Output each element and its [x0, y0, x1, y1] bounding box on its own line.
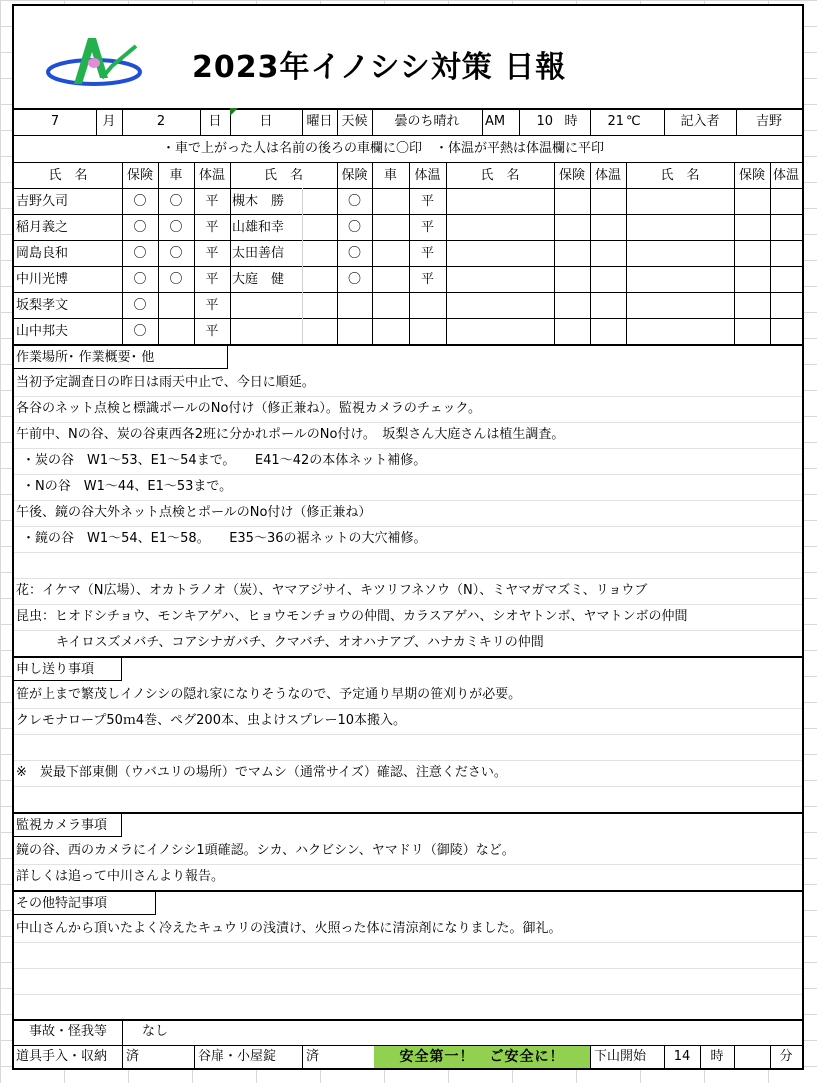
descent-minute-label: 分	[779, 1049, 793, 1064]
member-insurance-r2-b: 〇	[347, 220, 361, 235]
member-temp-r1-b: 平	[420, 194, 434, 209]
member-insurance-r3-a: 〇	[133, 246, 147, 261]
camera-line-1: 鏡の谷、西のカメラにイノシシ1頭確認。シカ、ハクビシン、ヤマドリ（御陵）など。	[16, 843, 515, 858]
member-car-r4-b	[372, 267, 409, 293]
member-temp-r5-b	[409, 293, 446, 319]
day-label: 日	[208, 114, 222, 129]
work-line-5: ・Nの谷 W1～44、E1～53まで。	[22, 479, 233, 494]
col-header-temp-3: 体温	[594, 168, 621, 183]
weekday-value: 日	[259, 114, 273, 129]
member-name-r4-a: 中川光博	[16, 272, 69, 287]
member-name-r5-b	[232, 293, 337, 319]
descent-minute	[734, 1044, 770, 1070]
work-line-10: 昆虫：ヒオドシチョウ、モンキアゲハ、ヒョウモンチョウの仲間、カラスアゲハ、シオヤトンボ、ヤマトンボの仲間	[16, 609, 688, 624]
gate-label: 谷扉・小屋錠	[198, 1049, 277, 1064]
weekday-label: 曜日	[306, 114, 333, 129]
member-insurance-r1-a: 〇	[133, 194, 147, 209]
member-name-r1-b: 槻木 勝	[232, 194, 285, 209]
accident-label: 事故・怪我等	[28, 1024, 107, 1039]
col-header-insurance-2: 保険	[341, 168, 368, 183]
member-car-r6-a	[158, 319, 194, 345]
member-name-r6-b	[232, 319, 337, 345]
descent-hour: 14	[673, 1049, 691, 1064]
descent-hour-label: 時	[710, 1049, 724, 1064]
col-header-car-2: 車	[383, 168, 397, 183]
member-insurance-r2-a: 〇	[133, 220, 147, 235]
logo	[42, 32, 146, 94]
member-car-r2-b	[372, 215, 409, 241]
weather-label: 天候	[341, 114, 368, 129]
recorder-value: 吉野	[755, 114, 782, 129]
handover-line-2: クレモナロープ50ｍ4巻、ペグ200本、虫よけスプレー10本搬入。	[16, 713, 406, 728]
member-car-r3-b	[372, 241, 409, 267]
col-header-car-1: 車	[169, 168, 183, 183]
col-header-temp-1: 体温	[198, 168, 225, 183]
work-line-4: ・炭の谷 W1～53、E1～54まで。 E41～42の本体ネット補修。	[22, 453, 427, 468]
work-line-3: 午前中、Nの谷、炭の谷東西各2班に分かれポールのNo付け。 坂梨さん大庭さんは植生調査。	[16, 427, 565, 442]
member-name-r1-a: 吉野久司	[16, 194, 69, 209]
member-temp-r4-a: 平	[205, 272, 219, 287]
member-name-r5-a: 坂梨孝文	[16, 298, 69, 313]
member-insurance-r6-a: 〇	[133, 324, 147, 339]
member-name-r3-b: 太田善信	[232, 246, 285, 261]
col-header-name-2: 氏 名	[263, 168, 303, 183]
member-car-r1-b	[372, 189, 409, 215]
handover-line-4: ※ 炭最下部東側（ウバユリの場所）でマムシ（通常サイズ）確認、注意ください。	[16, 765, 507, 780]
accident-value: なし	[142, 1024, 169, 1039]
work-line-1: 当初予定調査日の昨日は雨天中止で、今日に順延。	[16, 375, 315, 390]
member-insurance-r4-a: 〇	[133, 272, 147, 287]
member-temp-r6-a: 平	[205, 324, 219, 339]
col-header-name-3: 氏 名	[480, 168, 520, 183]
member-name-r3-a: 岡島良和	[16, 246, 69, 261]
am-pm: AM	[485, 114, 506, 129]
month-label: 月	[102, 114, 116, 129]
recorder-label: 記入者	[680, 114, 720, 129]
member-temp-r3-a: 平	[205, 246, 219, 261]
hour-label: 時	[564, 114, 578, 129]
handover-line-1: 笹が上まで繁茂しイノシシの隠れ家になりそうなので、予定通り早期の笹刈りが必要。	[16, 687, 522, 702]
member-temp-r5-a: 平	[205, 298, 219, 313]
col-header-temp-2: 体温	[414, 168, 441, 183]
daily-report-sheet	[12, 4, 804, 1070]
work-heading: 作業場所･ 作業概要･ 他	[14, 344, 228, 369]
month-value: 7	[50, 114, 60, 129]
member-temp-r1-a: 平	[205, 194, 219, 209]
member-insurance-r1-b: 〇	[347, 194, 361, 209]
member-name-r2-a: 稲月義之	[16, 220, 69, 235]
work-line-6: 午後、鏡の谷大外ネット点検とポールのNo付け（修正兼ね）	[16, 505, 372, 520]
other-heading: その他特記事項	[14, 890, 156, 915]
instruction-note: ・車で上がった人は名前の後ろの車欄に〇印 ・体温が平熱は体温欄に平印	[162, 141, 605, 156]
member-car-r2-a: 〇	[169, 220, 183, 235]
member-car-r4-a: 〇	[169, 272, 183, 287]
member-insurance-r5-b	[337, 293, 372, 319]
other-line-1: 中山さんから頂いたよく冷えたキュウリの浅漬け、火照った体に清涼剤になりました。御礼。	[16, 921, 562, 936]
member-insurance-r6-b	[337, 319, 372, 345]
member-name-r4-b: 大庭 健	[232, 272, 285, 287]
col-header-name-4: 氏 名	[660, 168, 700, 183]
page-title: 2023年イノシシ対策 日報	[192, 50, 567, 85]
member-temp-r3-b: 平	[420, 246, 434, 261]
member-temp-r6-b	[409, 319, 446, 345]
temp-value: 21	[607, 114, 624, 129]
member-name-r2-b: 山雄和幸	[232, 220, 285, 235]
col-header-temp-4: 体温	[772, 168, 799, 183]
work-line-2: 各谷のネット点検と標識ポールのNo付け（修正兼ね）。監視カメラのチェック。	[16, 401, 482, 416]
member-temp-r4-b: 平	[420, 272, 434, 287]
member-car-r6-b	[372, 319, 409, 345]
member-temp-r2-b: 平	[420, 220, 434, 235]
tools-label: 道具手入・収納	[16, 1049, 108, 1064]
tools-value: 済	[126, 1049, 140, 1064]
weather-value: 曇のち晴れ	[394, 114, 460, 129]
member-car-r3-a: 〇	[169, 246, 183, 261]
camera-heading: 監視カメラ事項	[14, 812, 122, 837]
member-car-r5-b	[372, 293, 409, 319]
member-temp-r2-a: 平	[205, 220, 219, 235]
temp-unit: ℃	[626, 114, 641, 129]
day-value: 2	[156, 114, 166, 129]
hour-value: 10	[536, 114, 553, 129]
gate-value: 済	[306, 1049, 320, 1064]
work-line-9: 花：イケマ（N広場）、オカトラノオ（炭）、ヤマアジサイ、キツリフネソウ（N）、ミヤマガマズミ、リョウブ	[16, 583, 648, 598]
member-car-r1-a: 〇	[169, 194, 183, 209]
handover-heading: 申し送り事項	[14, 656, 122, 681]
member-insurance-r4-b: 〇	[347, 272, 361, 287]
col-header-insurance-3: 保険	[558, 168, 585, 183]
work-line-11: キイロスズメバチ、コアシナガバチ、クマバチ、オオハナアブ、ハナカミキリの仲間	[56, 635, 544, 650]
descent-label: 下山開始	[594, 1049, 647, 1064]
safety-slogan: 安全第一！ ご安全に！	[374, 1046, 590, 1068]
col-header-insurance-4: 保険	[738, 168, 765, 183]
col-header-insurance-1: 保険	[126, 168, 153, 183]
member-name-r6-a: 山中邦夫	[16, 324, 69, 339]
work-line-7: ・鏡の谷 W1～54、E1～58。 E35～36の裾ネットの大穴補修。	[22, 531, 427, 546]
member-car-r5-a	[158, 293, 194, 319]
col-header-name-1: 氏 名	[48, 168, 88, 183]
camera-line-2: 詳しくは追って中川さんより報告。	[16, 869, 225, 884]
member-insurance-r5-a: 〇	[133, 298, 147, 313]
member-insurance-r3-b: 〇	[347, 246, 361, 261]
